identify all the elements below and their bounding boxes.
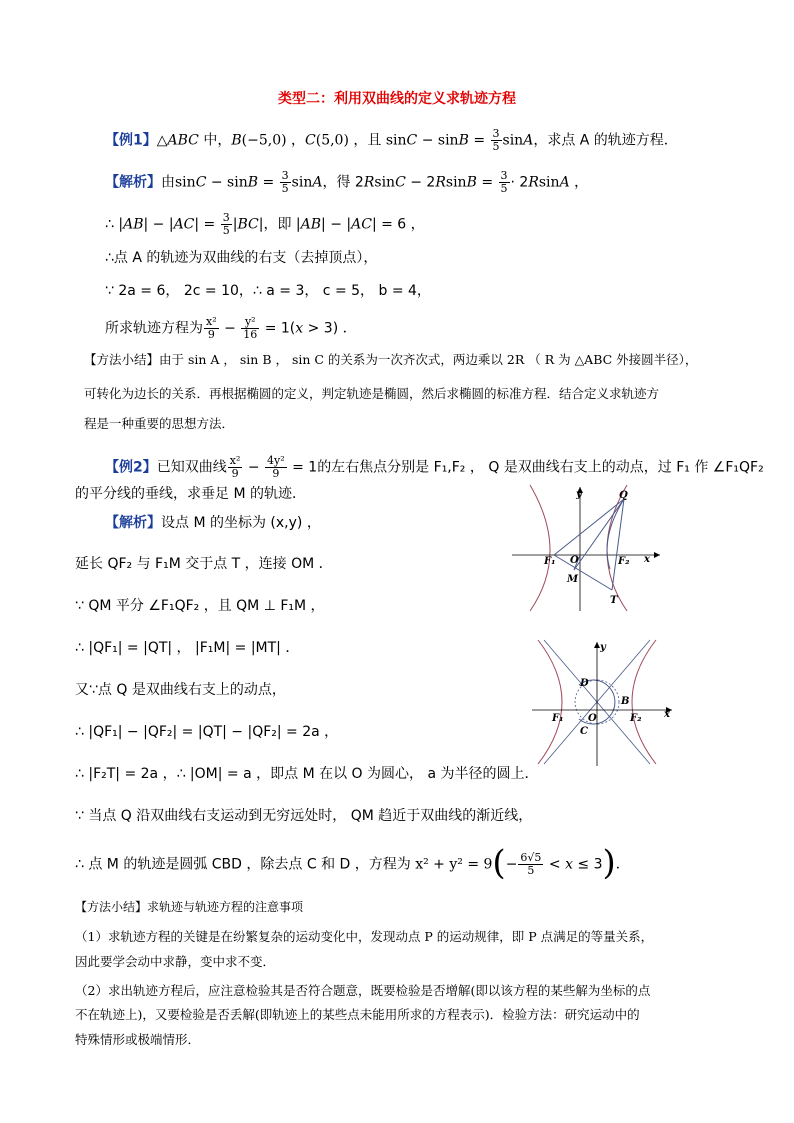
example-2-line-2: 的平分线的垂线，求垂足 M 的轨迹． xyxy=(75,486,306,502)
fig1-label-f2: F₂ xyxy=(618,556,630,567)
solution-1-line-5: 所求轨迹方程为 $\frac{\text{x²}}{9}$ − $\frac{\text{y²}}{16}$ = 1(x > 3) ． xyxy=(105,315,357,341)
example-2-text-b: 的左右焦点分别是 F₁,F₂ ， Q 是双曲线右支上的动点，过 F₁ 作 ∠F₁QF₂ xyxy=(317,459,764,476)
example-2-line-1: 【例2】已知双曲线 $\frac{\text{x²}}{9}$ − $\frac{\text{4y²}}{9}$ = 1的左右焦点分别是 F₁,F₂ ， Q 是双曲线右支上的动点，过 F₁ 作 ∠F₁QF₂ xyxy=(105,454,764,480)
solution-2-text-1: 设点 M 的坐标为 (x,y) ， xyxy=(161,515,321,531)
example-1-tag: 【例1】 xyxy=(105,132,157,149)
fig2-label-d: D xyxy=(580,678,589,689)
fig1-label-m: M xyxy=(567,574,579,585)
example-1-tail: ，求点 A 的轨迹方程． xyxy=(533,132,678,149)
solution-1-text-b: ，得 xyxy=(322,174,351,191)
figure-1-hyperbola-bisector xyxy=(512,483,672,615)
summary-2-p1-line-1: （1）求轨迹方程的关键是在纷繁复杂的运动变化中，发现动点 P 的运动规律，即 P 点满足的等量关系， xyxy=(75,929,654,944)
solution-2-line-8: ∵ 当点 Q 沿双曲线右支运动到无穷远处时， QM 趋近于双曲线的渐近线， xyxy=(75,808,533,824)
summary-2-p2-line-2: 不在轨迹上)，又要检验是否丢解(即轨迹上的某些点未能用所求的方程表示)．检验方法：研究运动中的 xyxy=(75,1007,640,1022)
example-2-tag: 【例2】 xyxy=(105,459,157,476)
solution-2-line-1 xyxy=(105,513,321,533)
solution-1-text-a: 由 xyxy=(161,174,175,191)
summary-2-heading: 【方法小结】求轨迹与轨迹方程的注意事项 xyxy=(75,900,304,914)
solution-2-text-9a: ∴ 点 M 的轨迹是圆弧 CBD ，除去点 C 和 D ，方程为 xyxy=(75,856,411,873)
solution-2-tag: 【解析】 xyxy=(105,515,161,531)
left-branch xyxy=(530,485,550,611)
fig2-label-x: x xyxy=(664,709,670,720)
fig2-label-y: y xyxy=(600,642,606,653)
solution-2-line-5: 又∵点 Q 是双曲线右支上的动点， xyxy=(75,682,286,698)
solution-1-line-4: ∵ 2a = 6， 2c = 10，∴ a = 3， c = 5， b = 4， xyxy=(105,283,431,299)
fig1-label-o: O xyxy=(570,555,579,566)
fig1-label-x: x xyxy=(644,554,650,565)
example-1: 【例1】△ABC 中，B(−5,0) ，C(5,0) ，且 sinC − sinB = $\frac{3}{5}$ sinA，求点 A 的轨迹方程． xyxy=(105,127,678,153)
summary-1-line-1: 【方法小结】由于 sin A ， sin B ， sin C 的关系为一次齐次式，两边乘以 2R （ R 为 △ABC 外接圆半径）， xyxy=(84,352,698,367)
fig2-label-o: O xyxy=(588,713,597,724)
right-branch xyxy=(607,485,627,611)
summary-1-line-2: 可转化为边长的关系．再根据椭圆的定义，判定轨迹是椭圆，然后求椭圆的标准方程．结合定义求轨迹方 xyxy=(84,386,660,401)
solution-2-text-9c: ． xyxy=(615,856,630,873)
solution-1-text-c: ，即 xyxy=(263,216,292,233)
fig2-label-f1: F₁ xyxy=(552,713,564,724)
fig1-label-f1: F₁ xyxy=(544,556,556,567)
fig1-label-y: y xyxy=(576,489,582,500)
line-f1-q xyxy=(554,499,624,555)
right-branch xyxy=(632,640,656,764)
solution-2-line-9: ∴ 点 M 的轨迹是圆弧 CBD ，除去点 C 和 D ，方程为 x² + y² = 9(− $\frac{6√5}{5}$ < x ≤ 3)． xyxy=(75,842,630,883)
section-title: 类型二：利用双曲线的定义求轨迹方程 xyxy=(278,91,516,107)
summary-2-p2-line-3: 特殊情形或极端情形． xyxy=(75,1032,201,1047)
solution-1-tag: 【解析】 xyxy=(105,174,161,191)
summary-2-p2-line-1: （2）求出轨迹方程后，应注意检验其是否符合题意，既要检验是否增解(即以该方程的某些解为坐标的点 xyxy=(75,983,651,998)
fig2-label-c: C xyxy=(580,726,588,737)
solution-2-line-3: ∵ QM 平分 ∠F₁QF₂ ，且 QM ⊥ F₁M ， xyxy=(75,598,325,614)
solution-2-line-4: ∴ |QF₁| = |QT| ， |F₁M| = |MT| ． xyxy=(75,640,300,656)
solution-2-line-6: ∴ |QF₁| − |QF₂| = |QT| − |QF₂| = 2a ， xyxy=(75,724,339,740)
example-2-text-a: 已知双曲线 xyxy=(156,459,227,476)
summary-2-p1-line-2: 因此要学会动中求静，变中求不变． xyxy=(75,954,276,969)
solution-2-line-2: 延长 QF₂ 与 F₁M 交于点 T ，连接 OM ． xyxy=(75,556,333,572)
line-f1-t xyxy=(554,555,612,590)
solution-1-line-1: 【解析】由sinC − sinB = $\frac{3}{5}$ sinA，得 2RsinC − 2RsinB = $\frac{3}{5}$ · 2RsinA ， xyxy=(105,169,589,195)
fig2-label-f2: F₂ xyxy=(630,713,642,724)
solution-1-line-3: ∴点 A 的轨迹为双曲线的右支（去掉顶点）， xyxy=(105,250,378,266)
figure-2-hyperbola-circle xyxy=(530,638,680,770)
solution-2-text-9b: x² + y² = 9 xyxy=(415,856,493,873)
solution-2-line-7: ∴ |F₂T| = 2a ，∴ |OM| = a ，即点 M 在以 O 为圆心， a 为半径的圆上． xyxy=(75,766,539,782)
fig1-label-q: Q xyxy=(619,490,628,501)
summary-1-line-3: 程是一种重要的思想方法． xyxy=(84,416,235,431)
solution-1-line-2: ∴ |AB| − |AC| = $\frac{3}{5}$ |BC|，即 |AB| − |AC| = 6 ， xyxy=(105,211,425,237)
solution-1-text-d: 所求轨迹方程为 xyxy=(105,320,203,337)
left-branch xyxy=(538,640,562,764)
fig1-label-t: T xyxy=(610,595,618,606)
fig2-label-b: B xyxy=(621,696,630,707)
